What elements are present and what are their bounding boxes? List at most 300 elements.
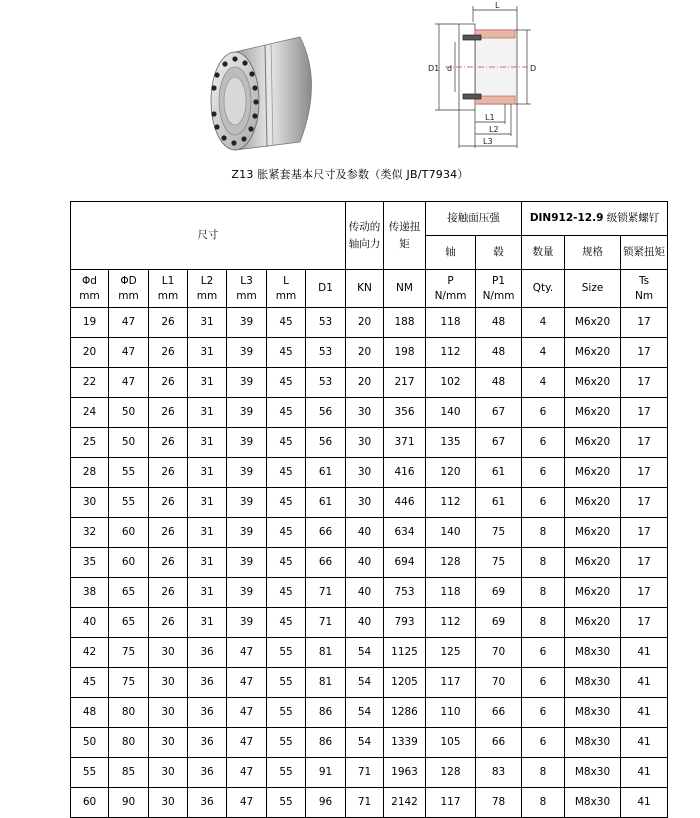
table-row [71, 608, 668, 638]
table-cell: 54 [346, 668, 384, 698]
table-cell: 4 [522, 338, 565, 368]
table-cell: 70 [476, 668, 522, 698]
table-cell: 60 [109, 548, 149, 578]
column-unit: mm [157, 289, 179, 302]
table-cell: 117 [426, 668, 476, 698]
table-cell: M6x20 [565, 398, 621, 428]
column-header [109, 270, 149, 308]
table-cell: 61 [476, 458, 522, 488]
header-axial-force: 传动的轴向力 [346, 202, 384, 270]
table-cell: 17 [621, 428, 668, 458]
column-unit: mm [118, 289, 139, 302]
table-cell: 36 [188, 698, 227, 728]
table-cell: 55 [267, 788, 306, 818]
table-cell: 31 [188, 548, 227, 578]
column-header [621, 270, 668, 308]
table-cell: 30 [346, 428, 384, 458]
table-cell: 40 [346, 578, 384, 608]
table-cell: 1286 [384, 698, 426, 728]
dim-label-l1: L1 [485, 113, 495, 122]
column-symbol: Size [581, 282, 604, 294]
dim-label-l2: L2 [489, 125, 499, 134]
column-symbol: P [447, 274, 454, 287]
table-cell: M8x30 [565, 728, 621, 758]
table-cell: 2142 [384, 788, 426, 818]
dim-label-big-d: D [530, 64, 537, 73]
table-cell: 91 [306, 758, 346, 788]
table-cell: 140 [426, 398, 476, 428]
table-cell: 61 [476, 488, 522, 518]
table-cell: 26 [149, 578, 188, 608]
table-cell: 45 [267, 518, 306, 548]
table-cell: 30 [149, 758, 188, 788]
table-cell: 40 [346, 548, 384, 578]
table-cell: 47 [227, 758, 267, 788]
table-cell: 39 [227, 488, 267, 518]
column-header [71, 270, 109, 308]
table-cell: M6x20 [565, 338, 621, 368]
table-cell: 47 [109, 308, 149, 338]
table-cell: 22 [71, 368, 109, 398]
table-cell: 31 [188, 608, 227, 638]
table-cell: 66 [476, 698, 522, 728]
table-cell: 6 [522, 398, 565, 428]
table-cell: 45 [267, 578, 306, 608]
table-cell: 55 [267, 698, 306, 728]
header-pressure-shaft: 轴 [426, 236, 476, 270]
table-cell: 71 [346, 788, 384, 818]
table-row [71, 788, 668, 818]
table-cell: 69 [476, 608, 522, 638]
table-cell: 78 [476, 788, 522, 818]
table-cell: 17 [621, 578, 668, 608]
header-screw-spec: 规格 [565, 236, 621, 270]
table-cell: M6x20 [565, 368, 621, 398]
table-cell: 26 [149, 548, 188, 578]
table-cell: 75 [109, 668, 149, 698]
table-cell: 56 [306, 428, 346, 458]
table-cell: 75 [476, 548, 522, 578]
table-cell: 112 [426, 338, 476, 368]
table-cell: 102 [426, 368, 476, 398]
table-cell: 39 [227, 428, 267, 458]
table-cell: 86 [306, 728, 346, 758]
table-row [71, 398, 668, 428]
table-cell: 39 [227, 458, 267, 488]
table-cell: 66 [306, 548, 346, 578]
table-cell: 60 [71, 788, 109, 818]
table-cell: 67 [476, 398, 522, 428]
table-cell: 65 [109, 578, 149, 608]
table-row [71, 638, 668, 668]
table-cell: 53 [306, 368, 346, 398]
table-cell: 6 [522, 488, 565, 518]
column-unit: mm [79, 289, 100, 302]
table-cell: 26 [149, 398, 188, 428]
table-cell: M8x30 [565, 758, 621, 788]
table-cell: 17 [621, 608, 668, 638]
column-symbol: D1 [318, 282, 333, 294]
table-cell: 55 [267, 668, 306, 698]
table-cell: 17 [621, 308, 668, 338]
table-cell: 24 [71, 398, 109, 428]
header-screw [522, 202, 668, 236]
table-cell: M6x20 [565, 578, 621, 608]
table-cell: 31 [188, 398, 227, 428]
table-cell: 41 [621, 698, 668, 728]
table-cell: 39 [227, 548, 267, 578]
table-cell: 41 [621, 788, 668, 818]
table-cell: 8 [522, 518, 565, 548]
table-cell: 71 [346, 758, 384, 788]
table-cell: 17 [621, 398, 668, 428]
table-cell: 86 [306, 698, 346, 728]
table-cell: 753 [384, 578, 426, 608]
table-cell: 135 [426, 428, 476, 458]
table-cell: M6x20 [565, 488, 621, 518]
table-cell: 4 [522, 368, 565, 398]
table-cell: 39 [227, 368, 267, 398]
table-cell: 45 [267, 548, 306, 578]
table-cell: 47 [227, 788, 267, 818]
table-cell: 17 [621, 338, 668, 368]
table-cell: 26 [149, 368, 188, 398]
table-cell: 634 [384, 518, 426, 548]
table-cell: M8x30 [565, 638, 621, 668]
table-row [71, 698, 668, 728]
column-unit: mm [236, 289, 257, 302]
table-cell: 25 [71, 428, 109, 458]
table-cell: 41 [621, 668, 668, 698]
header-screw-desc: 级锁紧螺钉 [606, 212, 660, 224]
table-cell: 30 [149, 728, 188, 758]
column-unit: Nm [634, 289, 654, 302]
table-cell: 71 [306, 608, 346, 638]
table-cell: 54 [346, 698, 384, 728]
table-cell: 66 [306, 518, 346, 548]
table-row [71, 338, 668, 368]
table-cell: 45 [267, 428, 306, 458]
table-cell: 36 [188, 788, 227, 818]
table-cell: 75 [109, 638, 149, 668]
table-cell: 35 [71, 548, 109, 578]
table-cell: 6 [522, 638, 565, 668]
cross-section-drawing [415, 2, 550, 150]
column-symbol: L3 [240, 274, 253, 287]
table-cell: 140 [426, 518, 476, 548]
dim-label-d: d [447, 64, 453, 73]
table-cell: 53 [306, 338, 346, 368]
table-cell: 41 [621, 758, 668, 788]
table-cell: 17 [621, 368, 668, 398]
table-cell: 26 [149, 338, 188, 368]
table-cell: 30 [149, 698, 188, 728]
table-cell: 26 [149, 308, 188, 338]
table-cell: 356 [384, 398, 426, 428]
table-cell: 30 [346, 398, 384, 428]
table-cell: 55 [267, 728, 306, 758]
column-symbol: L [283, 274, 289, 287]
table-cell: 56 [306, 398, 346, 428]
table-cell: 38 [71, 578, 109, 608]
table-cell: 61 [306, 458, 346, 488]
table-cell: 61 [306, 488, 346, 518]
table-cell: 45 [267, 608, 306, 638]
table-cell: 30 [71, 488, 109, 518]
table-cell: 39 [227, 398, 267, 428]
table-cell: 31 [188, 368, 227, 398]
table-cell: 26 [149, 488, 188, 518]
table-cell: 48 [476, 338, 522, 368]
table-cell: 55 [109, 488, 149, 518]
header-screw-qty: 数量 [522, 236, 565, 270]
table-cell: 80 [109, 698, 149, 728]
table-row [71, 728, 668, 758]
table-cell: 54 [346, 638, 384, 668]
table-cell: 50 [71, 728, 109, 758]
table-cell: 20 [346, 338, 384, 368]
table-cell: 85 [109, 758, 149, 788]
table-cell: 39 [227, 608, 267, 638]
table-cell: 19 [71, 308, 109, 338]
table-cell: 110 [426, 698, 476, 728]
table-cell: 69 [476, 578, 522, 608]
column-header [227, 270, 267, 308]
column-unit: N/mm [434, 289, 467, 302]
table-cell: 416 [384, 458, 426, 488]
table-cell: 17 [621, 458, 668, 488]
header-screw-standard: DIN912-12.9 [529, 212, 604, 224]
table-cell: 118 [426, 308, 476, 338]
table-cell: 55 [267, 638, 306, 668]
table-cell: 6 [522, 698, 565, 728]
table-cell: 17 [621, 548, 668, 578]
column-symbol: KN [357, 282, 372, 294]
table-cell: 198 [384, 338, 426, 368]
table-cell: 118 [426, 578, 476, 608]
table-cell: 80 [109, 728, 149, 758]
table-cell: M6x20 [565, 428, 621, 458]
table-cell: 112 [426, 488, 476, 518]
column-header [149, 270, 188, 308]
table-cell: 128 [426, 758, 476, 788]
column-symbol: Φd [82, 274, 97, 287]
table-cell: 26 [149, 428, 188, 458]
table-cell: 26 [149, 608, 188, 638]
table-cell: 45 [267, 368, 306, 398]
table-cell: 30 [149, 788, 188, 818]
table-cell: 20 [346, 368, 384, 398]
header-contact-pressure: 接触面压强 [426, 202, 522, 236]
column-symbol: NM [396, 282, 413, 294]
table-cell: 48 [71, 698, 109, 728]
table-cell: 36 [188, 728, 227, 758]
table-cell: M6x20 [565, 308, 621, 338]
table-cell: 8 [522, 548, 565, 578]
table-cell: 8 [522, 608, 565, 638]
table-cell: 8 [522, 578, 565, 608]
table-cell: 67 [476, 428, 522, 458]
table-row [71, 368, 668, 398]
table-cell: 6 [522, 728, 565, 758]
table-cell: 45 [267, 488, 306, 518]
table-cell: 31 [188, 428, 227, 458]
table-cell: 28 [71, 458, 109, 488]
table-cell: 55 [71, 758, 109, 788]
table-cell: 26 [149, 458, 188, 488]
column-header [565, 270, 621, 308]
table-cell: 36 [188, 758, 227, 788]
table-cell: 36 [188, 668, 227, 698]
table-cell: M8x30 [565, 698, 621, 728]
table-cell: M6x20 [565, 548, 621, 578]
table-row [71, 488, 668, 518]
table-cell: 125 [426, 638, 476, 668]
table-cell: 8 [522, 788, 565, 818]
table-cell: 53 [306, 308, 346, 338]
table-cell: 17 [621, 488, 668, 518]
table-row [71, 458, 668, 488]
table-cell: 40 [346, 608, 384, 638]
column-symbol: P1 [492, 274, 506, 287]
table-cell: 40 [71, 608, 109, 638]
column-symbol: L1 [161, 274, 175, 287]
table-cell: M8x30 [565, 788, 621, 818]
table-cell: 54 [346, 728, 384, 758]
table-cell: 47 [109, 368, 149, 398]
column-unit: N/mm [482, 289, 515, 302]
table-cell: 128 [426, 548, 476, 578]
table-row [71, 308, 668, 338]
table-cell: 371 [384, 428, 426, 458]
figure-caption [0, 166, 700, 182]
dim-label-l: L [495, 2, 500, 10]
column-symbol: Ts [638, 274, 650, 287]
table-cell: 36 [188, 638, 227, 668]
table-cell: 31 [188, 458, 227, 488]
table-cell: 60 [109, 518, 149, 548]
table-cell: 39 [227, 578, 267, 608]
table-row [71, 428, 668, 458]
column-header [267, 270, 306, 308]
table-cell: 1125 [384, 638, 426, 668]
table-cell: 71 [306, 578, 346, 608]
column-header [384, 270, 426, 308]
table-cell: 42 [71, 638, 109, 668]
table-cell: 55 [109, 458, 149, 488]
table-cell: 20 [346, 308, 384, 338]
table-cell: 45 [267, 308, 306, 338]
table-cell: 32 [71, 518, 109, 548]
table-cell: 50 [109, 398, 149, 428]
table-cell: 1205 [384, 668, 426, 698]
table-cell: 41 [621, 728, 668, 758]
table-cell: 47 [227, 698, 267, 728]
table-cell: 41 [621, 638, 668, 668]
table-cell: 48 [476, 368, 522, 398]
table-cell: 45 [267, 338, 306, 368]
table-cell: 17 [621, 518, 668, 548]
table-cell: M8x30 [565, 668, 621, 698]
table-row [71, 518, 668, 548]
header-dimensions: 尺寸 [71, 202, 346, 270]
table-cell: 96 [306, 788, 346, 818]
table-cell: 40 [346, 518, 384, 548]
dim-label-d1: D1 [428, 64, 440, 73]
table-cell: 30 [149, 638, 188, 668]
table-cell: 39 [227, 518, 267, 548]
table-cell: 66 [476, 728, 522, 758]
table-cell: 31 [188, 578, 227, 608]
table-cell: 105 [426, 728, 476, 758]
table-cell: 47 [227, 668, 267, 698]
table-cell: 694 [384, 548, 426, 578]
column-header [476, 270, 522, 308]
column-unit: mm [196, 289, 218, 302]
table-cell: 26 [149, 518, 188, 548]
table-cell: 112 [426, 608, 476, 638]
table-cell: 55 [267, 758, 306, 788]
column-header [306, 270, 346, 308]
table-cell: 45 [71, 668, 109, 698]
column-header [426, 270, 476, 308]
table-cell: 75 [476, 518, 522, 548]
table-row [71, 548, 668, 578]
table-cell: 50 [109, 428, 149, 458]
table-row [71, 578, 668, 608]
table-cell: 30 [346, 488, 384, 518]
table-cell: 8 [522, 758, 565, 788]
caption-text: Z13 胀紧套基本尺寸及参数（类似 JB/T7934） [231, 168, 469, 181]
table-cell: 45 [267, 398, 306, 428]
table-cell: 31 [188, 488, 227, 518]
table-row [71, 668, 668, 698]
header-pressure-hub: 毂 [476, 236, 522, 270]
table-cell: 70 [476, 638, 522, 668]
table-cell: M6x20 [565, 458, 621, 488]
spec-table [70, 201, 668, 818]
dim-label-l3: L3 [483, 137, 493, 146]
table-cell: 117 [426, 788, 476, 818]
column-header [188, 270, 227, 308]
table-cell: 31 [188, 518, 227, 548]
table-cell: 48 [476, 308, 522, 338]
table-cell: 217 [384, 368, 426, 398]
table-cell: 39 [227, 308, 267, 338]
table-cell: 1963 [384, 758, 426, 788]
header-screw-torque: 锁紧扭矩 [621, 236, 668, 270]
product-photo [205, 22, 325, 157]
table-cell: 65 [109, 608, 149, 638]
table-cell: 4 [522, 308, 565, 338]
table-cell: 90 [109, 788, 149, 818]
table-cell: 47 [227, 728, 267, 758]
table-cell: 446 [384, 488, 426, 518]
table-cell: 30 [346, 458, 384, 488]
table-cell: M6x20 [565, 608, 621, 638]
table-cell: 793 [384, 608, 426, 638]
table-cell: 31 [188, 308, 227, 338]
table-cell: 6 [522, 668, 565, 698]
table-cell: 6 [522, 458, 565, 488]
table-row [71, 758, 668, 788]
table-cell: 81 [306, 638, 346, 668]
table-cell: 20 [71, 338, 109, 368]
table-cell: 6 [522, 428, 565, 458]
table-cell: M6x20 [565, 518, 621, 548]
column-header [346, 270, 384, 308]
table-cell: 30 [149, 668, 188, 698]
